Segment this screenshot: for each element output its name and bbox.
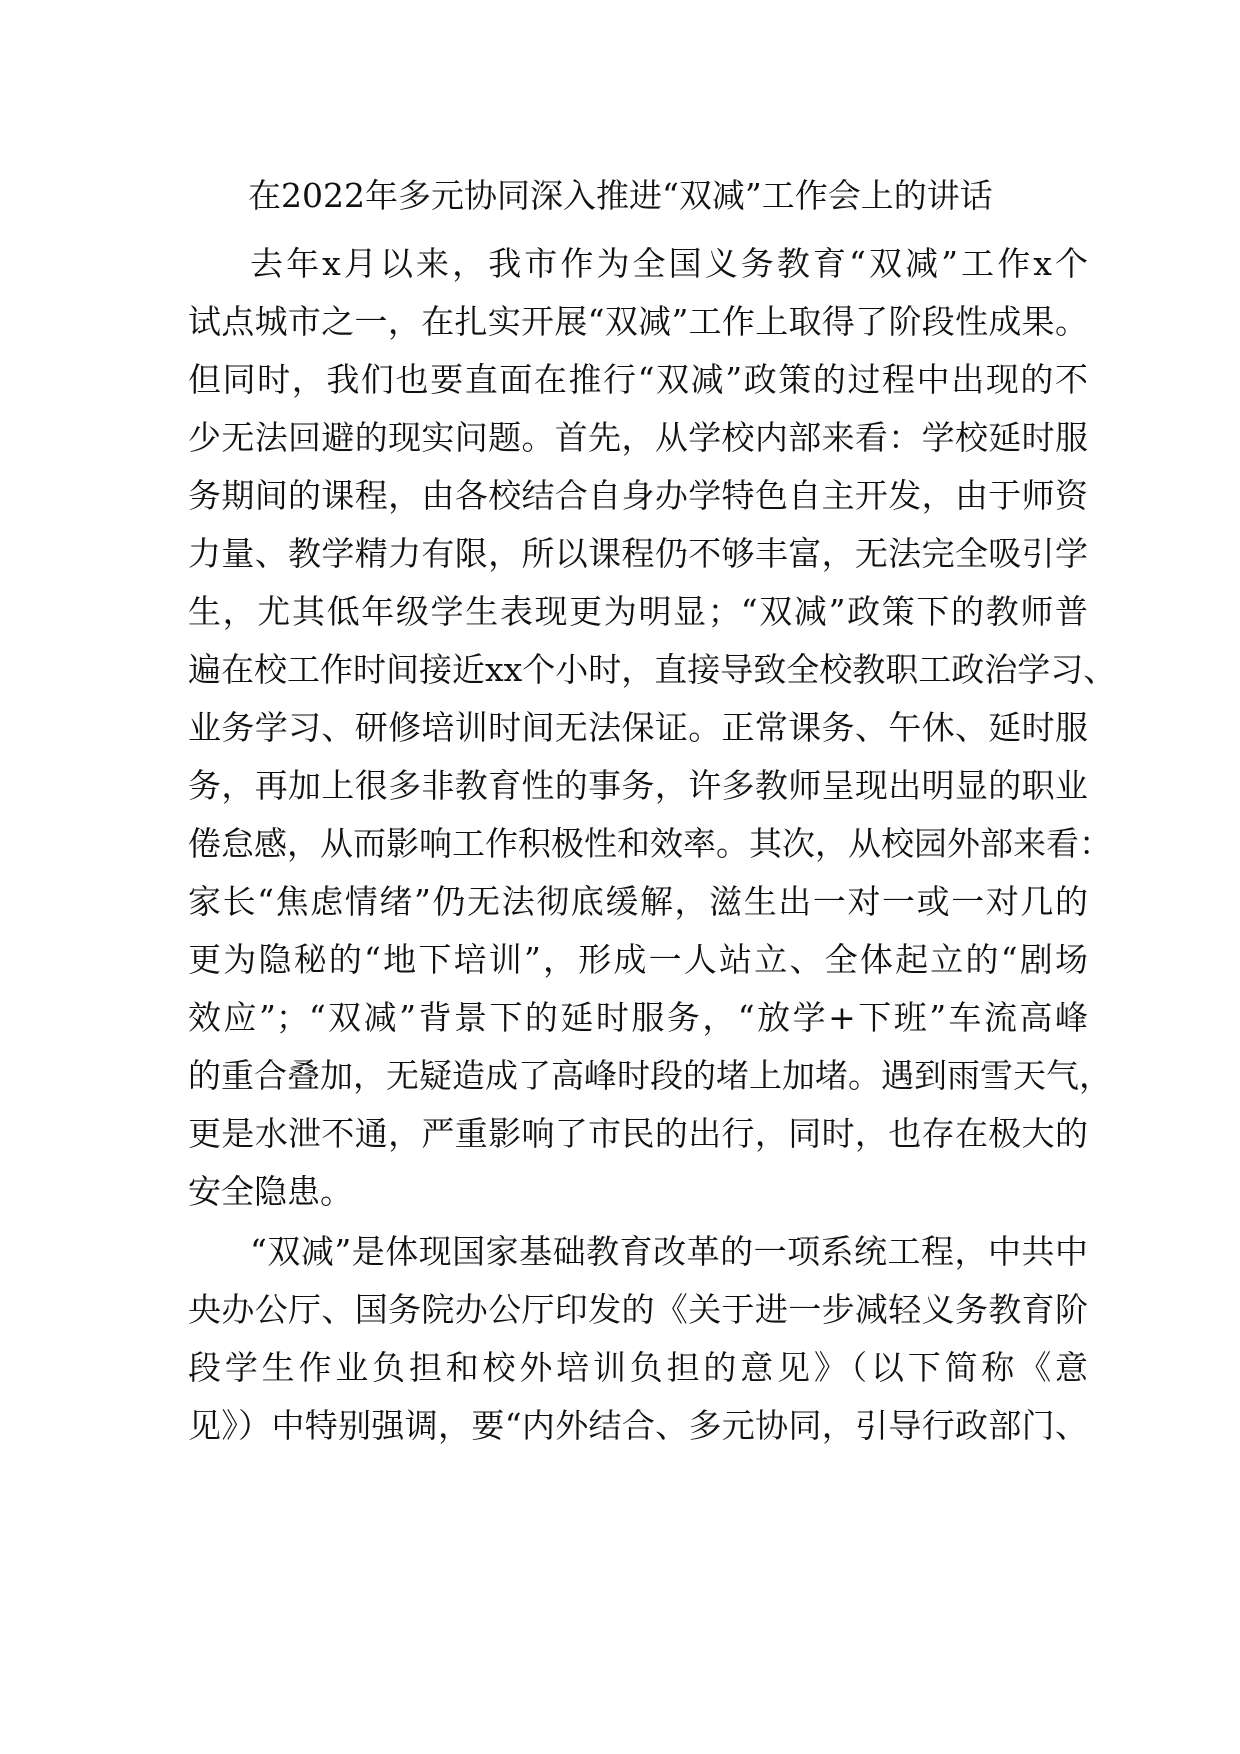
paragraph-line: “双减”是体现国家基础教育改革的一项系统工程，中共中 [250,1232,1088,1271]
paragraph-line: 务，再加上很多非教育性的事务，许多教师呈现出明显的职业 [188,766,1088,805]
paragraph-line: 但同时，我们也要直面在推行“双减”政策的过程中出现的不 [188,360,1088,399]
paragraph-line: 更是水泄不通，严重影响了市民的出行，同时，也存在极大的 [188,1114,1088,1153]
paragraph-line: 倦怠感，从而影响工作积极性和效率。其次，从校园外部来看： [188,824,1112,863]
paragraph-line: 段学生作业负担和校外培训负担的意见》（以下简称《意 [188,1348,1088,1387]
paragraph-line: 力量、教学精力有限，所以课程仍不够丰富，无法完全吸引学 [188,534,1088,573]
paragraph-line: 家长“焦虑情绪”仍无法彻底缓解，滋生出一对一或一对几的 [188,882,1088,921]
paragraph-line: 见》）中特别强调，要“内外结合、多元协同，引导行政部门、 [188,1406,1088,1445]
paragraph-line: 试点城市之一，在扎实开展“双减”工作上取得了阶段性成果。 [188,302,1088,341]
paragraph-line: 安全隐患。 [188,1172,353,1211]
paragraph-line: 少无法回避的现实问题。首先，从学校内部来看：学校延时服 [188,418,1088,457]
paragraph-line: 生，尤其低年级学生表现更为明显；“双减”政策下的教师普 [188,592,1088,631]
paragraph-line: 业务学习、研修培训时间无法保证。正常课务、午休、延时服 [188,708,1088,747]
paragraph-line: 去年x月以来，我市作为全国义务教育“双减”工作x个 [250,244,1088,283]
document-title: 在2022年多元协同深入推进“双减”工作会上的讲话 [248,176,993,215]
paragraph-line: 央办公厅、国务院办公厅印发的《关于进一步减轻义务教育阶 [188,1290,1088,1329]
paragraph-line: 的重合叠加，无疑造成了高峰时段的堵上加堵。遇到雨雪天气， [188,1056,1112,1095]
paragraph-line: 遍在校工作时间接近xx个小时，直接导致全校教职工政治学习、 [188,650,1117,689]
paragraph-line: 效应”；“双减”背景下的延时服务，“放学+下班”车流高峰 [188,998,1088,1037]
paragraph-line: 务期间的课程，由各校结合自身办学特色自主开发，由于师资 [188,476,1088,515]
paragraph-line: 更为隐秘的“地下培训”，形成一人站立、全体起立的“剧场 [188,940,1088,979]
